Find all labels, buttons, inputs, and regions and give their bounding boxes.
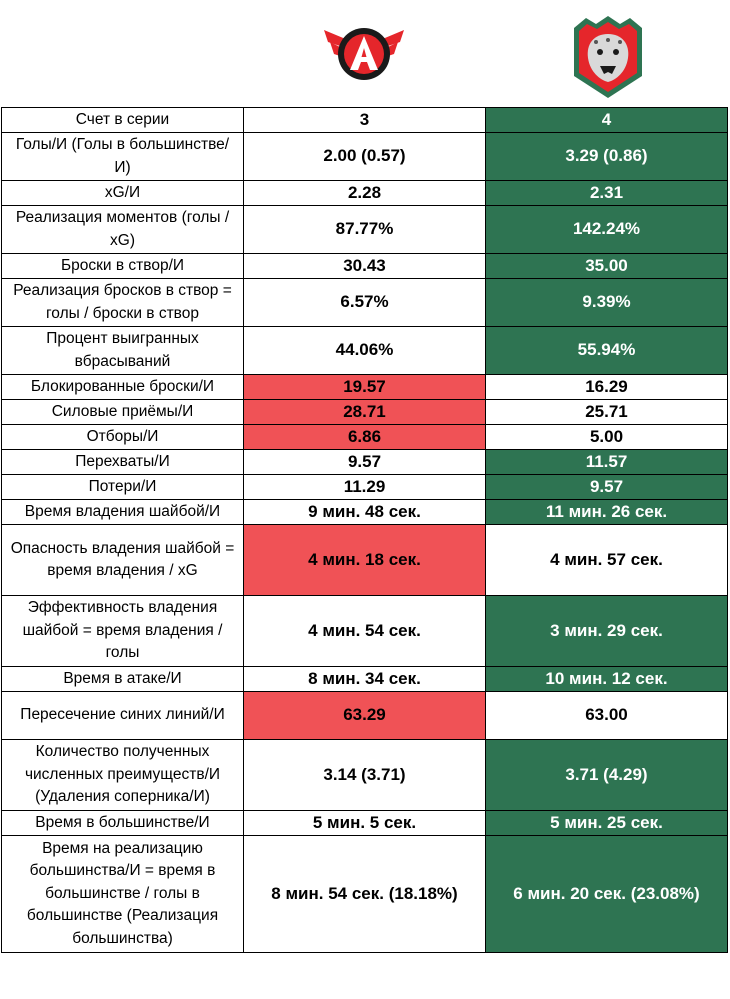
- team1-value: 3.14 (3.71): [244, 740, 486, 811]
- metric-label: Перехваты/И: [2, 450, 244, 475]
- team2-value: 142.24%: [486, 206, 728, 254]
- table-row: [2, 425, 728, 450]
- team1-value: 4 мин. 18 сек.: [244, 525, 486, 596]
- team2-value: 16.29: [486, 375, 728, 400]
- table-row: [2, 327, 728, 375]
- metric-label: Счет в серии: [2, 108, 244, 133]
- metric-label: Потери/И: [2, 475, 244, 500]
- table-row: [2, 811, 728, 836]
- metric-label: Пересечение синих линий/И: [2, 692, 244, 740]
- team2-value: 5.00: [486, 425, 728, 450]
- table-row: [2, 133, 728, 181]
- team1-value: 8 мин. 34 сек.: [244, 667, 486, 692]
- team2-value: 35.00: [486, 254, 728, 279]
- team2-value: 3.71 (4.29): [486, 740, 728, 811]
- team1-value: 3: [244, 108, 486, 133]
- table-row: [2, 475, 728, 500]
- table-row: [2, 400, 728, 425]
- metric-label: Процент выигранных вбрасываний: [2, 327, 244, 375]
- team2-value: 4: [486, 108, 728, 133]
- team2-value: 9.39%: [486, 279, 728, 327]
- metric-label: Опасность владения шайбой = время владения / xG: [2, 525, 244, 596]
- table-row: [2, 108, 728, 133]
- team2-value: 6 мин. 20 сек. (23.08%): [486, 836, 728, 953]
- team2-value: 3.29 (0.86): [486, 133, 728, 181]
- team1-value: 6.86: [244, 425, 486, 450]
- team1-value: 63.29: [244, 692, 486, 740]
- team1-value: 5 мин. 5 сек.: [244, 811, 486, 836]
- metric-label: Время в большинстве/И: [2, 811, 244, 836]
- metric-label: Количество полученных численных преимуществ/И (Удаления соперника/И): [2, 740, 244, 811]
- metric-label: Силовые приёмы/И: [2, 400, 244, 425]
- table-row: [2, 525, 728, 596]
- team1-value: 6.57%: [244, 279, 486, 327]
- team2-value: 2.31: [486, 181, 728, 206]
- team2-value: 25.71: [486, 400, 728, 425]
- comparison-table: [1, 107, 728, 953]
- team1-value: 9.57: [244, 450, 486, 475]
- ak-bars-logo-icon: [570, 14, 646, 100]
- team2-value: 4 мин. 57 сек.: [486, 525, 728, 596]
- team-logos: [0, 0, 730, 108]
- team1-value: 2.00 (0.57): [244, 133, 486, 181]
- team1-value: 9 мин. 48 сек.: [244, 500, 486, 525]
- metric-label: Реализация бросков в створ = голы / броски в створ: [2, 279, 244, 327]
- team1-value: 44.06%: [244, 327, 486, 375]
- team2-value: 11 мин. 26 сек.: [486, 500, 728, 525]
- metric-label: Эффективность владения шайбой = время владения / голы: [2, 596, 244, 667]
- table-row: [2, 450, 728, 475]
- team2-value: 9.57: [486, 475, 728, 500]
- table-row: [2, 500, 728, 525]
- metric-label: Блокированные броски/И: [2, 375, 244, 400]
- team1-value: 8 мин. 54 сек. (18.18%): [244, 836, 486, 953]
- table-row: [2, 596, 728, 667]
- table-row: [2, 692, 728, 740]
- metric-label: Броски в створ/И: [2, 254, 244, 279]
- team2-value: 11.57: [486, 450, 728, 475]
- team2-value: 63.00: [486, 692, 728, 740]
- table-row: [2, 254, 728, 279]
- metric-label: Реализация моментов (голы / xG): [2, 206, 244, 254]
- table-row: [2, 375, 728, 400]
- table-row: [2, 181, 728, 206]
- metric-label: xG/И: [2, 181, 244, 206]
- table-row: [2, 279, 728, 327]
- team1-value: 2.28: [244, 181, 486, 206]
- team1-value: 19.57: [244, 375, 486, 400]
- team1-value: 28.71: [244, 400, 486, 425]
- table-row: [2, 836, 728, 953]
- team2-value: 55.94%: [486, 327, 728, 375]
- avtomobilist-logo-icon: [318, 18, 410, 86]
- metric-label: Отборы/И: [2, 425, 244, 450]
- team1-value: 30.43: [244, 254, 486, 279]
- metric-label: Время владения шайбой/И: [2, 500, 244, 525]
- metric-label: Время в атаке/И: [2, 667, 244, 692]
- team1-value: 87.77%: [244, 206, 486, 254]
- table-row: [2, 667, 728, 692]
- metric-label: Время на реализацию большинства/И = время в большинстве / голы в большинстве (Реализация большинства): [2, 836, 244, 953]
- team1-value: 4 мин. 54 сек.: [244, 596, 486, 667]
- metric-label: Голы/И (Голы в большинстве/И): [2, 133, 244, 181]
- team2-value: 3 мин. 29 сек.: [486, 596, 728, 667]
- team1-value: 11.29: [244, 475, 486, 500]
- team2-value: 5 мин. 25 сек.: [486, 811, 728, 836]
- table-row: [2, 740, 728, 811]
- team2-value: 10 мин. 12 сек.: [486, 667, 728, 692]
- table-row: [2, 206, 728, 254]
